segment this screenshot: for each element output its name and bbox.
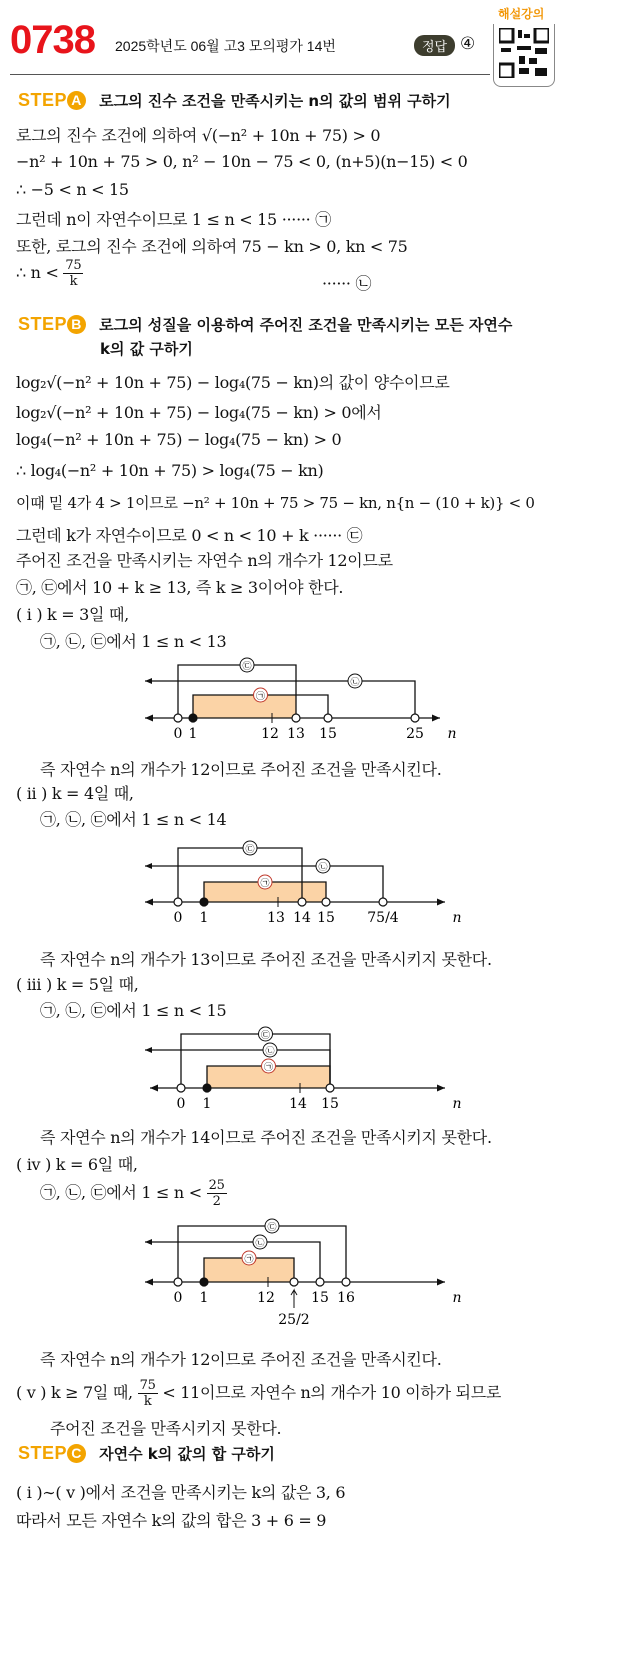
case-result: 즉 자연수 n의 개수가 12이므로 주어진 조건을 만족시킨다. bbox=[40, 1350, 442, 1369]
closed-point bbox=[189, 714, 197, 722]
numerator: 75 bbox=[65, 258, 82, 273]
step-c-header bbox=[18, 1443, 275, 1464]
fraction-point-label: 25/2 bbox=[278, 1312, 310, 1328]
closed-point bbox=[203, 1084, 211, 1092]
qr-code-icon[interactable] bbox=[499, 28, 549, 78]
point-label: 0 bbox=[176, 1096, 186, 1112]
qr-frame[interactable] bbox=[493, 24, 555, 87]
open-point bbox=[342, 1278, 350, 1286]
axis-arrow-left-icon bbox=[145, 899, 153, 906]
point-label: 12 bbox=[257, 1290, 275, 1306]
step-title: 로그의 진수 조건을 만족시키는 n의 값의 범위 구하기 bbox=[99, 92, 451, 110]
fraction bbox=[63, 258, 83, 289]
open-point bbox=[411, 714, 419, 722]
problem-source: 2025학년도 06월 고3 모의평가 14번 bbox=[115, 38, 336, 54]
bracket-label: ㉠ bbox=[263, 1063, 274, 1073]
number-line-diagram bbox=[0, 1210, 620, 1340]
answer-value: ④ bbox=[460, 34, 476, 54]
open-point bbox=[322, 898, 330, 906]
point-label: 25 bbox=[406, 726, 424, 742]
text-line: ( i )∼( v )에서 조건을 만족시키는 k의 값은 3, 6 bbox=[16, 1483, 346, 1502]
point-label: 1 bbox=[202, 1096, 212, 1112]
step-tag: STEP bbox=[18, 90, 68, 110]
text: ( v ) k ≥ 7일 때, bbox=[16, 1383, 133, 1402]
open-point bbox=[379, 898, 387, 906]
open-point bbox=[292, 714, 300, 722]
case-label: ( i ) k = 3일 때, bbox=[16, 605, 129, 624]
denominator: 2 bbox=[212, 1194, 221, 1209]
text-line: 그런데 n이 자연수이므로 1 ≤ n < 15 ······ ㉠ bbox=[16, 210, 331, 229]
axis-variable-label: n bbox=[452, 910, 462, 926]
numerator: 25 bbox=[208, 1178, 225, 1193]
text: ㉠, ㉡, ㉢에서 1 ≤ n < bbox=[40, 1183, 202, 1202]
axis-arrow-right-icon bbox=[437, 1085, 445, 1092]
number-line-diagram bbox=[0, 1020, 620, 1120]
bracket-label: ㉢ bbox=[245, 845, 255, 855]
axis-arrow-left-icon bbox=[145, 1279, 153, 1286]
marker: ······ ㉡ bbox=[322, 274, 372, 293]
open-point bbox=[174, 1278, 182, 1286]
case-label: ( ii ) k = 4일 때, bbox=[16, 784, 134, 803]
case-result: 즉 자연수 n의 개수가 12이므로 주어진 조건을 만족시킨다. bbox=[40, 760, 442, 779]
case-condition: ㉠, ㉡, ㉢에서 1 ≤ n < 15 bbox=[40, 1001, 227, 1020]
step-title: 자연수 k의 값의 합 구하기 bbox=[99, 1445, 275, 1463]
text-line: log₄(−n² + 10n + 75) − log₄(75 − kn) > 0 bbox=[16, 430, 342, 449]
step-tag: STEP bbox=[18, 314, 68, 334]
point-label: 1 bbox=[199, 910, 209, 926]
case-condition: ㉠, ㉡, ㉢에서 1 ≤ n < 13 bbox=[40, 632, 227, 651]
open-point bbox=[324, 714, 332, 722]
case-5-line bbox=[16, 1378, 501, 1409]
arrow-head-icon bbox=[145, 1239, 152, 1245]
bracket-label: ㉠ bbox=[244, 1255, 254, 1265]
bracket-label: ㉠ bbox=[260, 879, 270, 889]
step-b-header bbox=[18, 314, 512, 335]
point-label: 14 bbox=[289, 1096, 307, 1112]
case-label: ( iv ) k = 6일 때, bbox=[16, 1155, 138, 1174]
arrow-head-icon bbox=[145, 678, 152, 684]
denominator: k bbox=[69, 274, 78, 289]
point-label: 13 bbox=[267, 910, 285, 926]
bracket-label: ㉡ bbox=[350, 678, 360, 688]
text-line: −n² + 10n + 75 > 0, n² − 10n − 75 < 0, (n+5)(n−15) < 0 bbox=[16, 152, 468, 171]
point-label: 15 bbox=[321, 1096, 339, 1112]
point-label: 0 bbox=[173, 910, 183, 926]
axis-variable-label: n bbox=[452, 1290, 462, 1306]
open-point bbox=[174, 898, 182, 906]
text: < 11이므로 자연수 n의 개수가 10 이하가 되므로 bbox=[162, 1383, 502, 1402]
open-point bbox=[316, 1278, 324, 1286]
step-letter: B bbox=[67, 315, 86, 334]
axis-arrow-right-icon bbox=[432, 715, 440, 722]
point-label: 16 bbox=[337, 1290, 355, 1306]
case-label: ( iii ) k = 5일 때, bbox=[16, 975, 139, 994]
bracket-label: ㉡ bbox=[318, 863, 328, 873]
axis-arrow-right-icon bbox=[437, 899, 445, 906]
number-line-diagram bbox=[0, 650, 620, 750]
point-label: 13 bbox=[287, 726, 305, 742]
text: ∴ n < bbox=[16, 263, 59, 282]
bracket-label: ㉠ bbox=[255, 692, 266, 702]
bracket-label: ㉢ bbox=[260, 1031, 271, 1041]
fraction bbox=[207, 1178, 227, 1209]
step-letter: A bbox=[67, 91, 86, 110]
answer-badge: 정답 bbox=[414, 35, 455, 56]
qr-label: 해설강의 bbox=[498, 7, 545, 21]
axis-variable-label: n bbox=[447, 726, 457, 742]
open-point bbox=[174, 714, 182, 722]
point-label: 15 bbox=[317, 910, 335, 926]
text-line: 또한, 로그의 진수 조건에 의하여 75 − kn > 0, kn < 75 bbox=[16, 237, 408, 256]
bracket-label: ㉡ bbox=[255, 1239, 265, 1249]
arrow-head-icon bbox=[145, 863, 152, 869]
step-title: 로그의 성질을 이용하여 주어진 조건을 만족시키는 모든 자연수 bbox=[99, 316, 513, 334]
point-label: 14 bbox=[293, 910, 311, 926]
step-title-cont: k의 값 구하기 bbox=[100, 340, 193, 358]
text-line: 그런데 k가 자연수이므로 0 < n < 10 + k ······ ㉢ bbox=[16, 526, 363, 545]
axis-arrow-left-icon bbox=[145, 715, 153, 722]
step-tag: STEP bbox=[18, 1443, 68, 1463]
step-a-header bbox=[18, 90, 451, 111]
numerator: 75 bbox=[139, 1378, 156, 1393]
open-point bbox=[290, 1278, 298, 1286]
open-point bbox=[298, 898, 306, 906]
text-line: ∴ log₄(−n² + 10n + 75) > log₄(75 − kn) bbox=[16, 461, 324, 480]
closed-point bbox=[200, 898, 208, 906]
point-label: 1 bbox=[188, 726, 198, 742]
text-line: 주어진 조건을 만족시키지 못한다. bbox=[50, 1419, 282, 1438]
text-line: 주어진 조건을 만족시키는 자연수 n의 개수가 12이므로 bbox=[16, 551, 393, 570]
axis-variable-label: n bbox=[452, 1096, 462, 1112]
text-line: ∴ −5 < n < 15 bbox=[16, 180, 129, 199]
case-condition bbox=[40, 1178, 227, 1209]
bracket-label: ㉢ bbox=[267, 1223, 277, 1233]
text-line: 이때 밑 4가 4 > 1이므로 −n² + 10n + 75 > 75 − kn, n{n − (10 + k)} < 0 bbox=[16, 494, 535, 512]
point-label: 0 bbox=[173, 726, 183, 742]
denominator: k bbox=[143, 1394, 152, 1409]
point-label: 12 bbox=[261, 726, 279, 742]
case-result: 즉 자연수 n의 개수가 14이므로 주어진 조건을 만족시키지 못한다. bbox=[40, 1128, 492, 1147]
open-point bbox=[326, 1084, 334, 1092]
case-result: 즉 자연수 n의 개수가 13이므로 주어진 조건을 만족시키지 못한다. bbox=[40, 950, 492, 969]
case-condition: ㉠, ㉡, ㉢에서 1 ≤ n < 14 bbox=[40, 810, 227, 829]
fraction-point-label: 75/4 bbox=[367, 910, 399, 926]
pointer-arrow-icon bbox=[291, 1290, 297, 1308]
header-divider bbox=[10, 74, 490, 75]
fraction bbox=[138, 1378, 158, 1409]
closed-point bbox=[200, 1278, 208, 1286]
number-line-diagram bbox=[0, 830, 620, 940]
text-line: 로그의 진수 조건에 의하여 √(−n² + 10n + 75) > 0 bbox=[16, 126, 381, 145]
text-line: log₂√(−n² + 10n + 75) − log₄(75 − kn) > 0에서 bbox=[16, 403, 382, 422]
point-label: 15 bbox=[319, 726, 337, 742]
step-letter: C bbox=[67, 1444, 86, 1463]
axis-arrow-right-icon bbox=[437, 1279, 445, 1286]
bracket-label: ㉢ bbox=[242, 662, 252, 672]
point-label: 0 bbox=[173, 1290, 183, 1306]
text-line: 따라서 모든 자연수 k의 값의 합은 3 + 6 = 9 bbox=[16, 1511, 327, 1530]
shaded-region bbox=[193, 695, 296, 718]
bracket-label: ㉡ bbox=[265, 1047, 275, 1057]
open-point bbox=[177, 1084, 185, 1092]
axis-arrow-left-icon bbox=[150, 1085, 158, 1092]
problem-number: 0738 bbox=[10, 18, 95, 62]
text-line: log₂√(−n² + 10n + 75) − log₄(75 − kn)의 값이 양수이므로 bbox=[16, 373, 450, 392]
point-label: 15 bbox=[311, 1290, 329, 1306]
text-line bbox=[16, 258, 372, 293]
point-label: 1 bbox=[199, 1290, 209, 1306]
arrow-head-icon bbox=[145, 1047, 152, 1053]
text-line: ㉠, ㉢에서 10 + k ≥ 13, 즉 k ≥ 3이어야 한다. bbox=[16, 578, 344, 597]
